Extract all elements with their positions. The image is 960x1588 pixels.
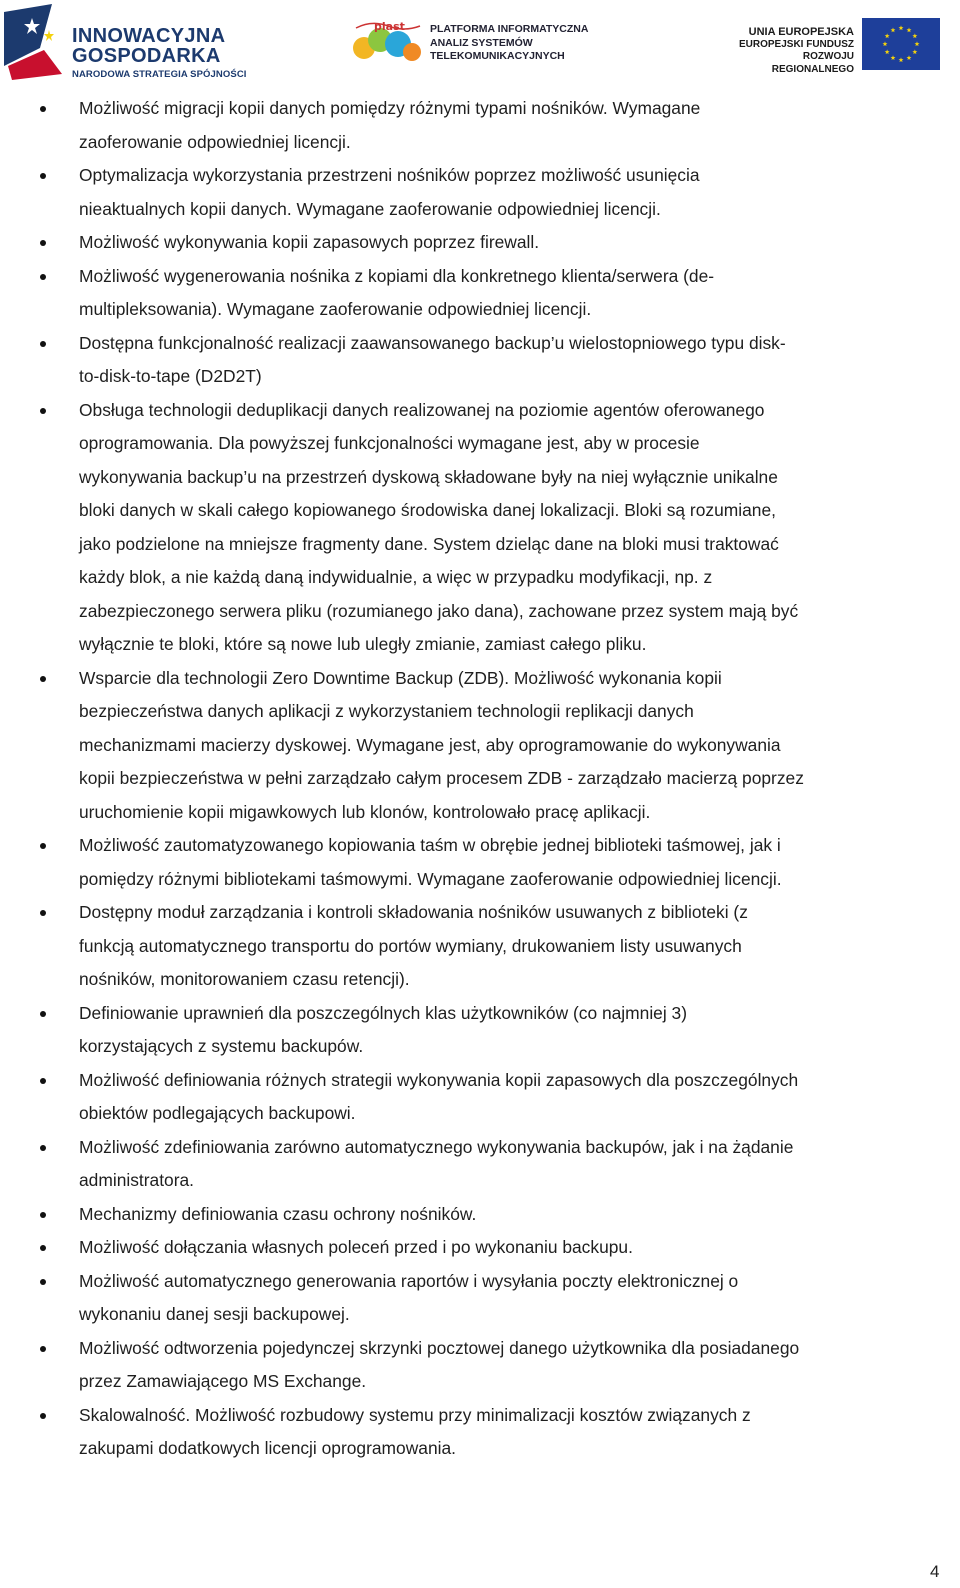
list-item [40,997,950,1064]
list-item-line: Możliwość definiowania różnych strategii wykonywania kopii zapasowych dla poszczególnych [79,1069,799,1090]
list-item [40,1265,950,1332]
ig-logo-line2: GOSPODARKA [72,45,221,67]
bullet-icon [40,1245,46,1251]
bullet-icon [40,1011,46,1017]
page-number: 4 [930,1562,940,1581]
list-item-line: administratora. [79,1170,195,1190]
list-item [40,662,950,830]
ig-logo-text [72,26,247,80]
list-item-line: Możliwość automatycznego generowania raportów i wysyłania poczty elektronicznej o [79,1270,739,1291]
list-item [40,829,950,896]
bullet-icon [40,173,46,179]
ig-logo-line1: INNOWACYJNA [72,25,226,47]
plast-line3: TELEKOMUNIKACYJNYCH [430,50,565,62]
document-body [40,92,950,1466]
list-item-line: oprogramowania. Dla powyższej funkcjonalności wymagane jest, aby w procesie [79,433,700,453]
list-item-line: wykonywania backup’u na przestrzeń dyskową składowane były na niej wyłącznie unikalne [79,466,778,487]
page-header [0,0,960,86]
eu-line2: EUROPEJSKI FUNDUSZ [738,38,854,50]
list-item [40,226,950,260]
list-item-line: Optymalizacja wykorzystania przestrzeni nośników poprzez możliwość usunięcia [79,165,700,185]
list-item-line: Definiowanie uprawnień dla poszczególnych klas użytkowników (co najmniej 3) [79,1002,688,1023]
list-item-line: Skalowalność. Możliwość rozbudowy systemu przy minimalizacji kosztów związanych z [79,1404,751,1425]
bullet-icon [40,910,46,916]
list-item-line: korzystających z systemu backupów. [79,1036,364,1056]
list-item-line: Możliwość odtworzenia pojedynczej skrzynki pocztowej danego użytkownika dla posiadanego [79,1337,800,1358]
list-item [40,1198,950,1232]
eu-line1: UNIA EUROPEJSKA [748,26,854,38]
list-item [40,1399,950,1466]
list-item-line: Możliwość migracji kopii danych pomiędzy różnymi typami nośników. Wymagane [79,98,701,118]
plast-line1: PLATFORMA INFORMATYCZNA [430,23,589,35]
list-item-line: bloki danych w skali całego kopiowanego środowiska danej lokalizacji. Bloki są rozumiane, [79,500,776,520]
bullet-icon [40,1279,46,1285]
list-item-line: Dostępny moduł zarządzania i kontroli składowania nośników usuwanych z biblioteki (z [79,902,748,922]
list-item-line: to-disk-to-tape (D2D2T) [79,366,262,386]
list-item-line: Możliwość wykonywania kopii zapasowych poprzez firewall. [79,232,540,252]
list-item-line: Wsparcie dla technologii Zero Downtime Backup (ZDB). Możliwość wykonania kopii [79,667,722,688]
list-item-line: Mechanizmy definiowania czasu ochrony nośników. [79,1203,477,1224]
eu-flag-icon [862,18,940,70]
plast-mark-text: plast [374,20,405,33]
list-item [40,1064,950,1131]
bullet-icon [40,1212,46,1218]
list-item-line: zaoferowanie odpowiedniej licencji. [79,131,351,152]
list-item-line: każdy blok, a nie każdą daną indywidualnie, a więc w przypadku modyfikacji, np. z [79,567,713,587]
bullet-icon [40,408,46,414]
ig-logo-line3: NARODOWA STRATEGIA SPÓJNOŚCI [72,69,247,80]
bullet-icon [40,106,46,112]
plast-logo-mark-icon [352,18,424,70]
list-item-line: Możliwość dołączania własnych poleceń przed i po wykonaniu backupu. [79,1237,633,1257]
list-item-line: zakupami dodatkowych licencji oprogramowania. [79,1438,456,1458]
list-item-line: Możliwość zdefiniowania zarówno automatycznego wykonywania backupów, jak i na żądanie [79,1136,794,1157]
list-item [40,1231,950,1265]
requirements-list [40,92,950,1466]
bullet-icon [40,1346,46,1352]
list-item-line: jako podzielone na mniejsze fragmenty dane. System dzieląc dane na bloki musi traktować [79,533,779,554]
innowacyjna-gospodarka-logo [4,4,264,80]
list-item [40,1131,950,1198]
list-item [40,896,950,997]
list-item [40,260,950,327]
list-item-line: nośników, monitorowaniem czasu retencji). [79,969,410,989]
list-item-line: uruchomienie kopii migawkowych lub klonów, kontrolowało pracę aplikacji. [79,801,651,822]
list-item-line: mechanizmami macierzy dyskowej. Wymagane jest, aby oprogramowanie do wykonywania [79,734,781,755]
eu-line3: ROZWOJU REGIONALNEGO [771,51,854,75]
list-item-line: funkcją automatycznego transportu do portów wymiany, drukowaniem listy usuwanych [79,935,742,956]
plast-logo [352,18,602,70]
list-item [40,1332,950,1399]
list-item-line: Możliwość zautomatyzowanego kopiowania taśm w obrębie jednej biblioteki taśmowej, jak i [79,835,781,855]
list-item-line: Dostępna funkcjonalność realizacji zaawansowanego backup’u wielostopniowego typu disk- [79,332,786,353]
list-item-line: wykonaniu danej sesji backupowej. [79,1304,350,1324]
plast-line2: ANALIZ SYSTEMÓW [430,36,533,49]
list-item [40,159,950,226]
list-item-line: zabezpieczonego serwera pliku (rozumianego jako dana), zachowane przez system mają być [79,600,799,621]
bullet-icon [40,1413,46,1419]
bullet-icon [40,676,46,682]
bullet-icon [40,1078,46,1084]
list-item [40,327,950,394]
list-item-line: Możliwość wygenerowania nośnika z kopiami dla konkretnego klienta/serwera (de- [79,265,715,286]
list-item-line: wyłącznie te bloki, które są nowe lub uległy zmianie, zamiast całego pliku. [79,634,647,654]
bullet-icon [40,274,46,280]
list-item-line: nieaktualnych kopii danych. Wymagane zaoferowanie odpowiedniej licencji. [79,198,661,219]
list-item-line: pomiędzy różnymi bibliotekami taśmowymi. Wymagane zaoferowanie odpowiedniej licencji. [79,868,782,889]
plast-logo-text [430,23,588,64]
bullet-icon [40,341,46,347]
bullet-icon [40,843,46,849]
list-item [40,92,950,159]
bullet-icon [40,240,46,246]
list-item-line: kopii bezpieczeństwa w pełni zarządzało całym procesem ZDB - zarządzało macierzą poprzez [79,768,804,788]
ig-logo-mark-icon [4,4,66,80]
list-item-line: Obsługa technologii deduplikacji danych realizowanej na poziomie agentów oferowanego [79,399,765,420]
eu-logo-text [720,26,854,76]
list-item-line: przez Zamawiającego MS Exchange. [79,1371,367,1391]
bullet-icon [40,1145,46,1151]
list-item-line: bezpieczeństwa danych aplikacji z wykorzystaniem technologii replikacji danych [79,701,694,721]
list-item-line: multipleksowania). Wymagane zaoferowanie odpowiedniej licencji. [79,299,592,319]
list-item-line: obiektów podlegających backupowi. [79,1103,356,1123]
list-item [40,394,950,662]
